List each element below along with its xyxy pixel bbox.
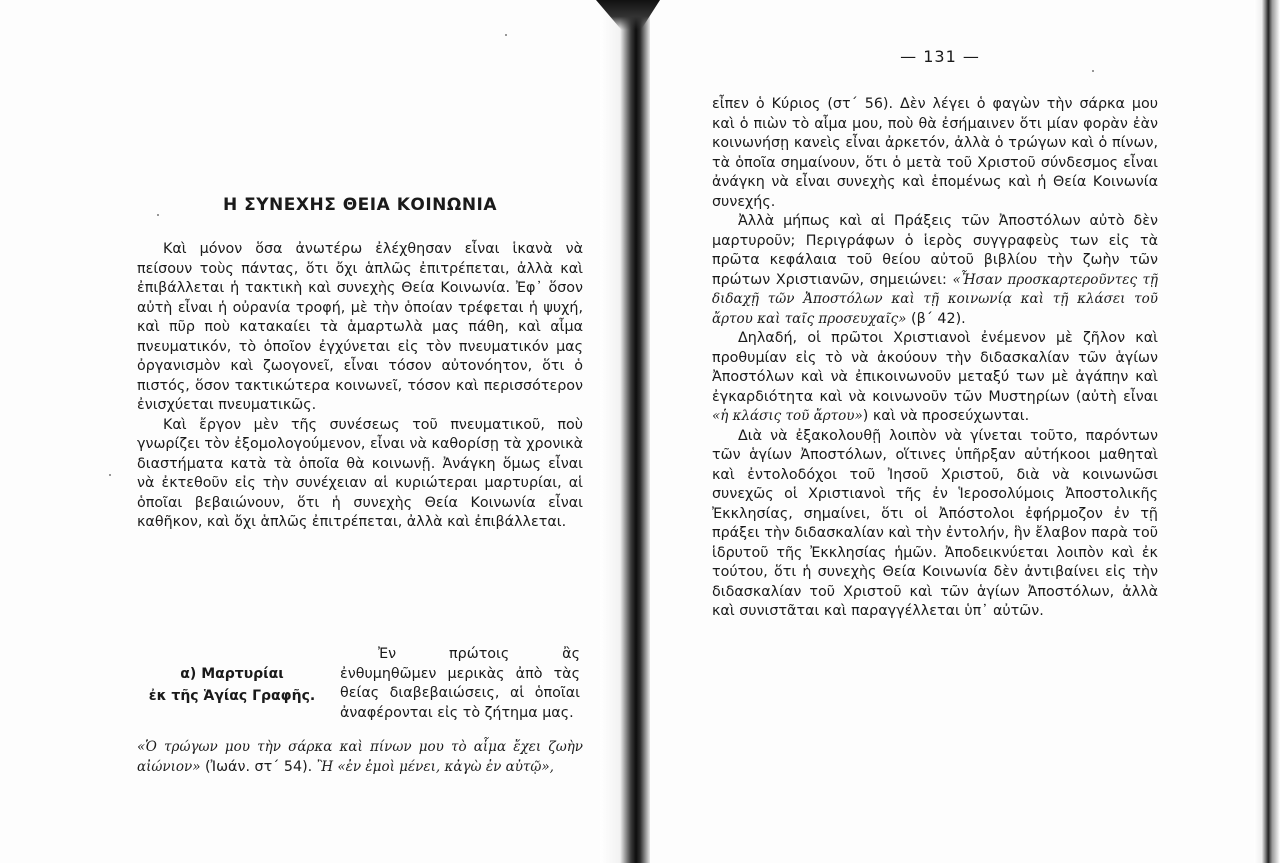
paragraph: Διὰ νὰ ἐξακολουθῇ λοιπὸν νὰ γίνεται τοῦτο, παρόντων τῶν ἁγίων Ἀποστόλων, οἵτινες ὑπῆρξαν αὐτήκοοι μαθηταὶ καὶ ἐντολοδόχοι τοῦ Ἰησοῦ Χριστοῦ, διὰ νὰ κοινωνῶσι συνεχῶς οἱ Χριστιανοὶ τῆς ἐν Ἱεροσολύμοις Ἀποστολικῆς Ἐκκλησίας, σημαίνει, ὅτι οἱ Ἀπόστολοι ἐφήρμοζον ἐν τῇ πράξει τὴν διδασκαλίαν καὶ τὴν ἐντολήν, ἣν ἔλαβον παρὰ τοῦ ἱδρυτοῦ τῆς Ἐκκλησίας ἡμῶν. Ἀποδεικνύεται λοιπὸν καὶ ἐκ τούτου, ὅτι ἡ συνεχὴς Θεία Κοινωνία δὲν ἀντιβαίνει εἰς τὴν διδασκαλίαν τοῦ Χριστοῦ καὶ τῶν ἁγίων Ἀποστόλων, ἀλλὰ καὶ συνιστᾶται καὶ παραγγέλλεται ὑπ᾽ αὐτῶν. (712, 427, 1158, 619)
side-heading-line: α) Μαρτυρίαι (180, 666, 284, 682)
page-number: — 131 — (900, 47, 980, 66)
left-page-body (137, 240, 583, 533)
scripture-quote: «ἡ κλάσις τοῦ ἄρτου» (712, 408, 863, 424)
section-side-heading (138, 663, 326, 707)
paragraph: Καὶ μόνον ὅσα ἀνωτέρω ἐλέχθησαν εἶναι ἱκανὰ νὰ πείσουν τοὺς πάντας, ὅτι ὄχι ἁπλῶς ἐπιτρέπεται, ἀλλὰ καὶ ἐπιβάλλεται ἡ τακτικὴ καὶ συνεχὴς Θεία Κοινωνία. Ἐφ᾽ ὅσον αὐτὴ εἶναι ἡ οὐρανία τροφή, μὲ τὴν ὁποίαν τρέφεται ἡ ψυχή, καὶ πῦρ ποὺ κατακαίει τὰ ἁμαρτωλὰ μας πάθη, καὶ αἷμα πνευματικόν, τὸ ὁποῖον ἐγχύνεται εἰς τὸν πνευματικόν μας ὀργανισμὸν καὶ ζωογονεῖ, εἶναι τόσον αὐτονόητον, ὅτι ὁ πιστός, ὅσον τακτικώτερα κοινωνεῖ, τόσον καὶ περισσότερον ἐνισχύεται πνευματικῶς. (137, 241, 583, 413)
scripture-reference: (Ἰωάν. στ´ 54). (200, 758, 317, 775)
scripture-quote: «Ὁ τρώγων μου τὴν σάρκα καὶ πίνων μου τὸ αἷμα ἔχει ζωὴν αἰώνιον» (137, 739, 583, 775)
scripture-quote: «Ἦσαν προσκαρτεροῦντες τῇ διδαχῇ τῶν Ἀποστόλων καὶ τῇ κοινωνίᾳ καὶ τῇ κλάσει τοῦ ἄρτου καὶ ταῖς προσευχαῖς» (712, 271, 1159, 327)
paragraph-text: Ἀλλὰ μήπως καὶ αἱ Πράξεις τῶν Ἀποστόλων αὐτὸ δὲν μαρτυροῦν; Περιγράφων ὁ ἱερὸς συγγραφεὺς των εἰς τὰ πρῶτα κεφάλαια τοῦ θείου αὐτοῦ βιβλίου τὴν ζωὴν τῶν πρώτων Χριστιανῶν, σημειώνει: (712, 213, 1158, 288)
paragraph: εἶπεν ὁ Κύριος (στ´ 56). Δὲν λέγει ὁ φαγὼν τὴν σάρκα μου καὶ ὁ πιὼν τὸ αἷμα μου, ποὺ θὰ ἐσήμαινεν ὅτι μίαν φορὰν ἐὰν κοινωνήσῃ κανεὶς εἶναι ἀρκετόν, ἀλλὰ ὁ τρώγων καὶ ὁ πίνων, τὰ ὁποῖα σημαίνουν, ὅτι ὁ μετὰ τοῦ Χριστοῦ σύνδεσμος εἶναι ἀνάγκη νὰ εἶναι συνεχὴς καὶ ἑπομένως καὶ ἡ Θεία Κοινωνία συνεχής. (712, 96, 1158, 210)
scan-speck (1092, 70, 1094, 72)
paragraph: Καὶ ἔργον μὲν τῆς συνέσεως τοῦ πνευματικοῦ, ποὺ γνωρίζει τὸν ἐξομολογούμενον, εἶναι νὰ καθορίσῃ τὰ χρονικὰ διαστήματα κατὰ τὰ ὁποῖα θὰ κοινωνῇ. Ἀνάγκη ὅμως εἶναι νὰ ἐκτεθοῦν εἰς τὴν συνέχειαν αἱ κυριώτεραι μαρτυρίαι, αἱ ὁποῖαι βεβαιώνουν, ὅτι ἡ συνεχὴς Θεία Κοινωνία εἶναι καθῆκον, καὶ ὄχι ἁπλῶς ἐπιτρέπεται, ἀλλὰ καὶ ἐπιβάλλεται. (137, 416, 583, 530)
scripture-quote: Ἢ «ἐν ἐμοὶ μένει, κἀγὼ ἐν αὐτῷ», (316, 758, 554, 775)
chapter-title: Η ΣΥΝΕΧΗΣ ΘΕΙΑ ΚΟΙΝΩΝΙΑ (222, 195, 498, 215)
side-heading-line: ἐκ τῆς Ἁγίας Γραφῆς. (148, 688, 316, 704)
scan-speck (109, 474, 111, 476)
paragraph-text: Δηλαδή, οἱ πρῶτοι Χριστιανοὶ ἐνέμενον μὲ ζῆλον καὶ προθυμίαν εἰς τὸ νὰ ἀκούουν τὴν διδασκαλίαν τῶν ἁγίων Ἀποστόλων καὶ νὰ ἐπικοινωνοῦν μεταξύ των μὲ ἀγάπην καὶ ἐγκαρδιότητα καὶ νὰ κοινωνοῦν τῶν Μυστηρίων (αὐτὴ εἶναι (712, 330, 1158, 405)
scripture-quote-block (137, 738, 583, 777)
scan-speck (505, 34, 507, 36)
paragraph: Ἐν πρώτοις ἂς ἐνθυμηθῶμεν μερικὰς ἀπὸ τὰς θείας διαβεβαιώσεις, αἱ ὁποῖαι ἀναφέρονται εἰς τὸ ζήτημα μας. (340, 646, 580, 721)
paragraph-text: ) καὶ νὰ προσεύχωνται. (862, 408, 1030, 424)
scan-speck (157, 214, 159, 216)
section-intro-text (340, 645, 580, 723)
scripture-reference: (β´ 42). (906, 310, 966, 327)
right-page-body (712, 95, 1158, 622)
paragraph (712, 212, 1158, 329)
paragraph (712, 329, 1158, 427)
paragraph (137, 738, 583, 777)
page-edge-shadow (1254, 0, 1280, 863)
book-gutter (600, 0, 650, 863)
